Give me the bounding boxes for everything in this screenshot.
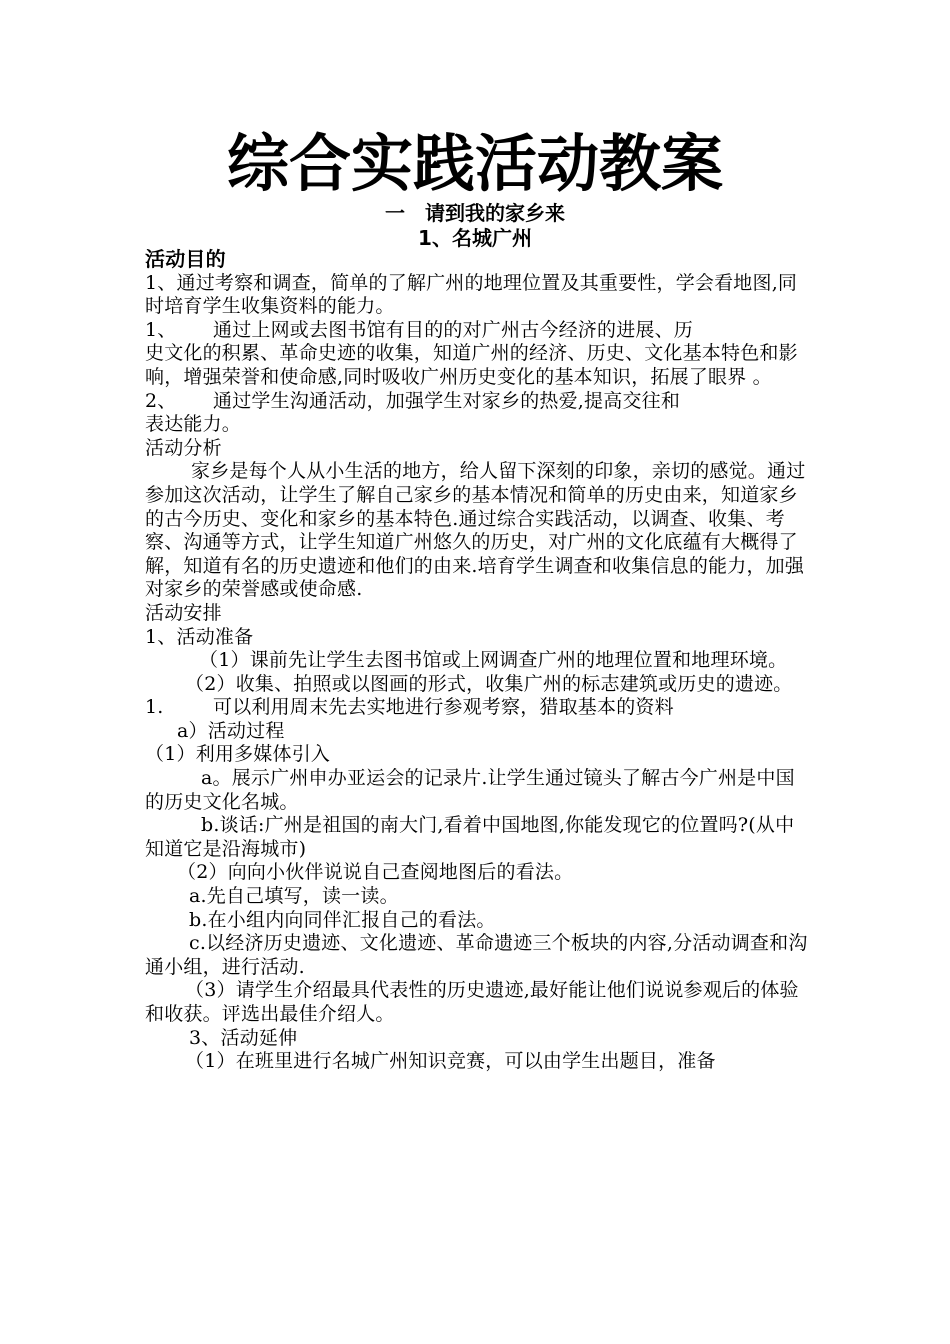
prep-heading: 1、活动准备 <box>145 625 254 648</box>
goal-2-first-line: 通过上网或去图书馆有目的的对广州古今经济的进展、历 <box>213 318 694 341</box>
process-step-1: （1）利用多媒体引入 <box>145 743 331 766</box>
prep-item-1: （1）课前先让学生去图书馆或上网调查广州的地理位置和地理环境。 <box>199 649 788 672</box>
goal-3-number: 2、 <box>145 389 177 412</box>
process-step-1b: b.谈话:广州是祖国的南大门,看着中国地图,你能发现它的位置吗?(从中知道它是沿海城市) <box>145 814 795 860</box>
unit-heading: 一 请到我的家乡来 <box>385 201 565 225</box>
goal-heading: 活动目的 <box>145 247 226 271</box>
prep-3-text: 可以利用周末先去实地进行参观考察，猎取基本的资料 <box>213 696 674 719</box>
goal-2-number: 1、 <box>145 318 177 341</box>
prep-item-3 <box>145 696 809 720</box>
process-step-3: （3）请学生介绍最具代表性的历史遗迹,最好能让他们说说参观后的体验和收获。评选出最佳介绍人。 <box>145 979 799 1025</box>
process-step-1a: a。展示广州申办亚运会的记录片.让学生通过镜头了解古今广州是中国的历史文化名城。 <box>145 767 795 813</box>
prep-item-2: （2）收集、拍照或以图画的形式，收集广州的标志建筑或历史的遗迹。 <box>185 672 793 695</box>
process-step-2c: c.以经济历史遗迹、文化遗迹、革命遗迹三个板块的内容,分活动调查和沟通小组，进行活动. <box>145 932 808 978</box>
extend-item-1: （1）在班里进行名城广州知识竞赛，可以由学生出题目，准备 <box>185 1050 716 1073</box>
goal-3-first-line: 通过学生沟通活动，加强学生对家乡的热爱,提高交往和 <box>213 389 681 412</box>
analysis-paragraph: 家乡是每个人从小生活的地方，给人留下深刻的印象，亲切的感觉。通过参加这次活动，让学生了解自己家乡的基本情况和简单的历史由来，知道家乡的古今历史、变化和家乡的基本特色.通过综合实践活动，以调查、收集、考察、沟通等方式，让学生知道广州悠久的历史，对广州的文化底蕴有大概得了解，知道有名的历史遗迹和他们的由来.培育学生调查和收集信息的能力，加强对家乡的荣誉感或使命感. <box>145 460 806 601</box>
prep-3-number: 1. <box>145 696 164 719</box>
goal-paragraph-1: 1、通过考察和调查，简单的了解广州的地理位置及其重要性，学会看地图,同时培育学生收集资料的能力。 <box>145 271 798 318</box>
arrange-heading: 活动安排 <box>145 601 222 624</box>
process-heading: a）活动过程 <box>177 719 285 742</box>
analysis-heading: 活动分析 <box>145 436 222 459</box>
goal-paragraph-2-continued: 史文化的积累、革命史迹的收集，知道广州的经济、历史、文化基本特色和影响，增强荣誉和使命感,同时吸收广州历史变化的基本知识，拓展了眼界 。 <box>145 342 798 388</box>
process-step-2b: b.在小组内向同伴汇报自己的看法。 <box>189 908 496 931</box>
goal-paragraph-3-continued: 表达能力。 <box>145 413 242 436</box>
goal-paragraph-3 <box>145 390 809 414</box>
goal-paragraph-2 <box>145 319 809 343</box>
document-body <box>145 248 809 1074</box>
document-title: 综合实践活动教案 <box>226 127 723 200</box>
extend-heading: 3、活动延伸 <box>189 1026 298 1049</box>
process-step-2: （2）向向小伙伴说说自己查阅地图后的看法。 <box>177 861 574 884</box>
lesson-heading: 1、名城广州 <box>418 226 532 250</box>
process-step-2a: a.先自己填写，读一读。 <box>189 885 399 908</box>
